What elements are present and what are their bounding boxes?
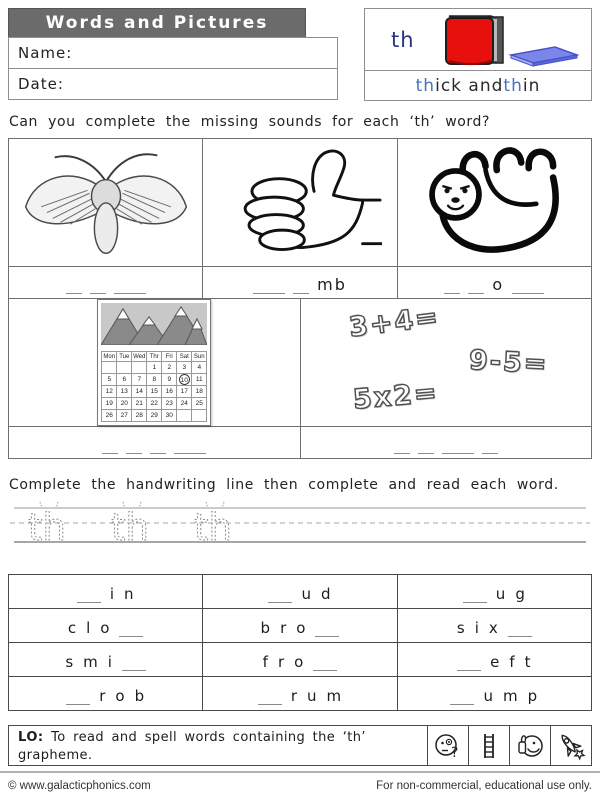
answer-blank [66, 693, 90, 705]
calendar-day: 26 [102, 410, 117, 422]
thick-red-book-icon [446, 16, 503, 64]
calendar-day: 7 [132, 374, 147, 386]
phrase-thick-and-thin [364, 70, 592, 101]
answer-letter: u [307, 686, 318, 705]
sum-addition: 3+4= [346, 301, 441, 344]
answer-blank [150, 442, 166, 454]
calendar-day [192, 410, 207, 422]
calendar-day-header: Mon [103, 353, 116, 360]
answer-letter: u [301, 584, 312, 603]
trace-th: th [111, 506, 149, 549]
thumbs-up-face-icon [509, 726, 550, 765]
answer-letter: mb [317, 274, 347, 294]
usage-text: For non-commercial, educational use only. [376, 780, 592, 792]
calendar-day-header: Fri [162, 352, 177, 362]
learning-objective-text [9, 726, 427, 765]
answer-letter: l [86, 618, 92, 637]
answer-blank [77, 591, 101, 603]
word-cell [203, 609, 397, 643]
answer-blank [126, 442, 142, 454]
answer-blank [463, 591, 487, 603]
answer-blank [468, 282, 484, 294]
word-cell [203, 575, 397, 609]
header [8, 8, 592, 101]
answer-blank [457, 659, 481, 671]
answer-letter: o [296, 618, 307, 637]
rocket-icon [550, 726, 591, 765]
calendar-day: 15 [147, 386, 162, 398]
answer-letter: b [260, 618, 272, 637]
svg-text:?: ? [451, 744, 459, 761]
answer-blank [174, 442, 206, 454]
moth-cell [9, 139, 203, 267]
answer-letter: o [115, 686, 126, 705]
word-cell [397, 609, 591, 643]
answer-blank [512, 282, 544, 294]
calendar-day [102, 362, 117, 374]
calendar-day-header: Sat [177, 352, 192, 362]
copyright-text: © www.galacticphonics.com [8, 780, 151, 792]
answer-blank [102, 442, 118, 454]
calendar-day: 5 [102, 374, 117, 386]
answer-letter: r [277, 652, 286, 671]
calendar-day: 16 [162, 386, 177, 398]
header-left [8, 8, 338, 101]
name-label: Name: [18, 44, 73, 62]
word-cell [397, 677, 591, 711]
ladder-icon [468, 726, 509, 765]
answer-maths [300, 427, 592, 459]
instruction-handwriting: Complete the handwriting line then complete and read each word. [9, 477, 559, 493]
calendar-day: 23 [162, 398, 177, 410]
calendar-day: 25 [192, 398, 207, 410]
calendar-day [177, 374, 192, 386]
word-cell [9, 677, 203, 711]
calendar-day: 3 [177, 362, 192, 374]
word-cell [203, 677, 397, 711]
picture-grid-top [8, 138, 592, 299]
calendar-day: 24 [177, 398, 192, 410]
page-title: Words and Pictures [8, 8, 306, 38]
calendar-day: 30 [162, 410, 177, 422]
answer-letter: n [123, 584, 135, 603]
calendar-day: 2 [162, 362, 177, 374]
answer-letter: m [326, 686, 343, 705]
books-illustration [429, 9, 579, 71]
name-field [8, 37, 338, 69]
calendar-day: 27 [117, 410, 132, 422]
word-cell [203, 643, 397, 677]
answer-blank [394, 442, 410, 454]
answer-blank [258, 693, 282, 705]
date-label: Date: [18, 75, 64, 93]
calendar-day-header: Thr [147, 352, 162, 362]
calendar-day-header: Sun [192, 352, 207, 362]
phrase-part: ick and [435, 75, 504, 96]
calendar-day [132, 362, 147, 374]
calendar-circled-day: 10 [179, 374, 190, 385]
maths-cell [300, 299, 592, 427]
mountains-picture [101, 303, 207, 345]
calendar-day: 14 [132, 386, 147, 398]
thick-thin-books-icon [429, 9, 579, 67]
answer-letter: i [474, 618, 480, 637]
thumb-image [217, 142, 382, 260]
calendar-day-header: Wed [133, 353, 146, 360]
word-cell [9, 643, 203, 677]
calendar-day: 19 [102, 398, 117, 410]
thinking-face-icon [427, 726, 468, 765]
calendar-day: 17 [177, 386, 192, 398]
calendar-day: 22 [147, 398, 162, 410]
calendar-cell [9, 299, 301, 427]
answer-letter: b [134, 686, 146, 705]
answer-blank [90, 282, 106, 294]
answer-letter: s [65, 652, 75, 671]
answer-letter: f [509, 652, 516, 671]
answer-letter: u [483, 686, 494, 705]
answer-blank [508, 625, 532, 637]
word-cell [9, 609, 203, 643]
answer-blank [313, 659, 337, 671]
word-completion-grid [8, 574, 592, 711]
answer-moth [9, 267, 203, 299]
lo-label: LO: [18, 730, 44, 745]
calendar-day: 8 [147, 374, 162, 386]
word-cell [9, 575, 203, 609]
sloth-image [402, 140, 586, 262]
calendar-day: 4 [192, 362, 207, 374]
answer-letter: o [492, 274, 505, 294]
answer-letter: r [290, 686, 298, 705]
word-cell [397, 575, 591, 609]
answer-letter: c [67, 618, 78, 637]
answer-sloth [397, 267, 591, 299]
answer-letter: u [495, 584, 507, 603]
answer-blank [114, 282, 146, 294]
answer-month [9, 427, 301, 459]
answer-blank [482, 442, 498, 454]
date-field [8, 68, 338, 100]
handwriting-guides [8, 501, 592, 549]
calendar-day: 11 [192, 374, 207, 386]
answer-letter: i [109, 584, 115, 603]
answer-letter: t [524, 652, 532, 671]
calendar-day: 9 [162, 374, 177, 386]
answer-letter: s [456, 618, 466, 637]
answer-letter: f [262, 652, 269, 671]
answer-letter: o [294, 652, 305, 671]
calendar-day: 13 [117, 386, 132, 398]
trace-th: th [28, 506, 66, 549]
calendar-day: 21 [132, 398, 147, 410]
answer-blank [268, 591, 292, 603]
answer-letter: p [527, 686, 539, 705]
grapheme-label: th [391, 27, 415, 52]
picture-grid-bottom [8, 298, 592, 459]
answer-letter: r [280, 618, 288, 637]
handwriting-line [8, 501, 592, 553]
calendar-day [117, 362, 132, 374]
calendar-day: 18 [192, 386, 207, 398]
answer-letter: g [515, 584, 526, 603]
answer-blank [66, 282, 82, 294]
calendar-day [177, 410, 192, 422]
sloth-cell [397, 139, 591, 267]
instruction-missing-sounds: Can you complete the missing sounds for each ‘th’ word? [9, 114, 491, 130]
answer-blank [253, 282, 285, 294]
answer-blank [293, 282, 309, 294]
grapheme-box [364, 8, 592, 101]
grapheme-row [364, 8, 592, 71]
answer-letter: r [99, 686, 107, 705]
calendar-day: 1 [147, 362, 162, 374]
phrase-part: in [522, 75, 541, 96]
answer-letter: e [490, 652, 501, 671]
calendar-day: 12 [102, 386, 117, 398]
calendar-day: 29 [147, 410, 162, 422]
answer-blank [418, 442, 434, 454]
answer-letter: m [503, 686, 519, 705]
calendar-grid [101, 351, 207, 422]
moth-image [14, 142, 198, 260]
sum-subtraction: 9-5= [467, 344, 549, 381]
thin-blue-book-icon [511, 47, 577, 66]
calendar-image [97, 299, 211, 426]
trace-th: th [194, 506, 232, 549]
phrase-part: th [503, 75, 523, 96]
answer-letter: d [320, 584, 332, 603]
answer-thumb [203, 267, 397, 299]
answer-blank [444, 282, 460, 294]
answer-blank [315, 625, 339, 637]
footer [0, 771, 600, 792]
answer-letter: o [100, 618, 111, 637]
phrase-part: th [415, 75, 436, 96]
sum-multiplication: 5x2= [351, 377, 440, 416]
answer-blank [119, 625, 143, 637]
answer-blank [442, 442, 474, 454]
calendar-day: 28 [132, 410, 147, 422]
answer-letter: i [107, 652, 113, 671]
calendar-day: 20 [117, 398, 132, 410]
calendar-day: 6 [117, 374, 132, 386]
answer-letter: m [83, 652, 99, 671]
thumb-cell [203, 139, 397, 267]
learning-objective-box [8, 725, 592, 766]
assessment-icons [427, 726, 591, 765]
calendar-day-header: Tue [117, 352, 132, 362]
answer-blank [122, 659, 146, 671]
answer-blank [450, 693, 474, 705]
lo-description: To read and spell words containing the ‘th’ grapheme. [18, 730, 366, 763]
answer-letter: x [488, 618, 499, 637]
word-cell [397, 643, 591, 677]
